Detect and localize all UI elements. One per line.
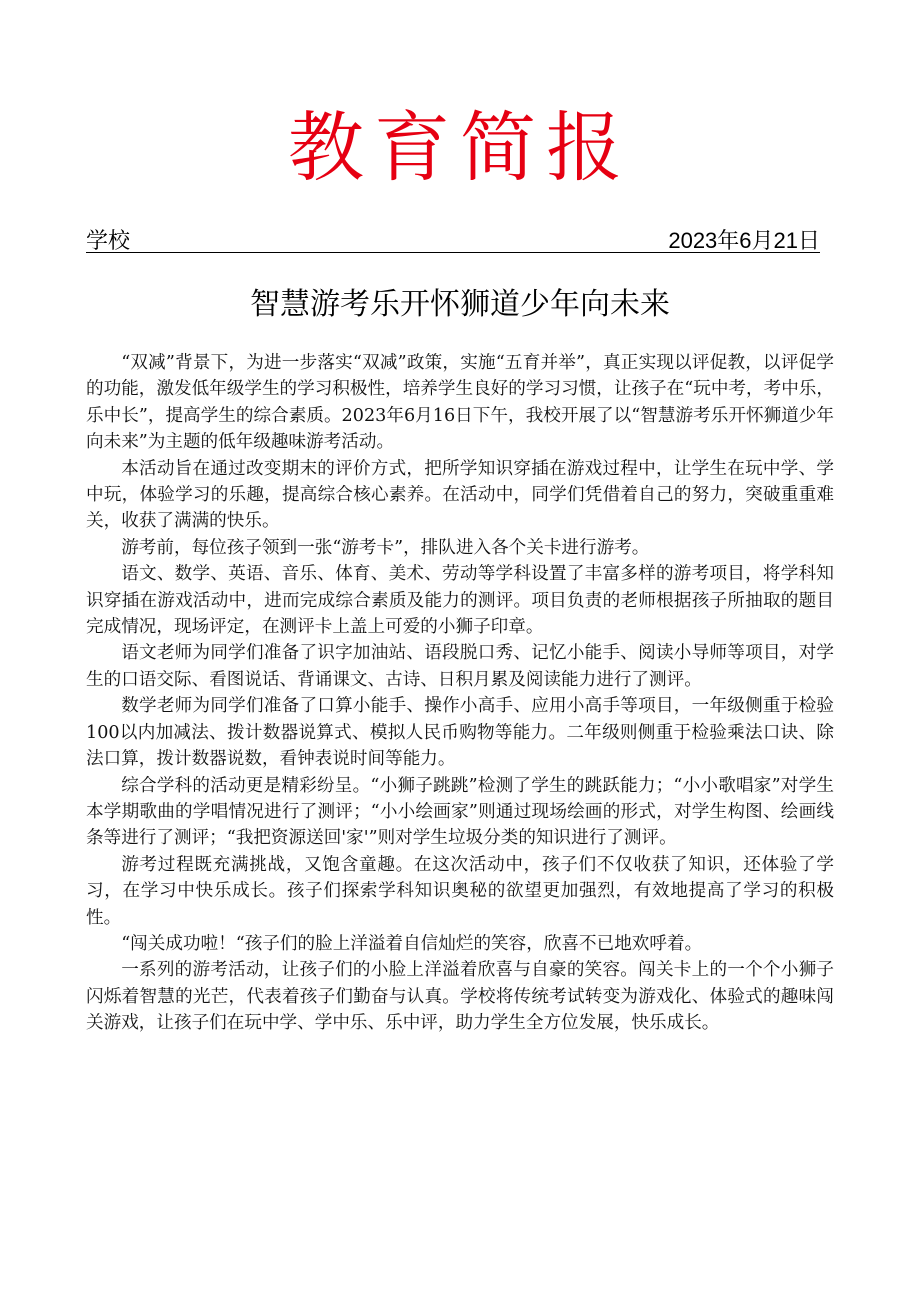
info-row bbox=[86, 222, 820, 253]
paragraph: 语文老师为同学们准备了识字加油站、语段脱口秀、记忆小能手、阅读小导师等项目，对学生的口语交际、看图说话、背诵课文、古诗、日积月累及阅读能力进行了测评。 bbox=[86, 643, 834, 690]
paragraph: 数学老师为同学们准备了口算小能手、操作小高手、应用小高手等项目，一年级侧重于检验100以内加减法、拨计数器说算式、模拟人民币购物等能力。二年级则侧重于检验乘法口诀、除法口算，拨计数器说数，看钟表说时间等能力。 bbox=[86, 696, 834, 770]
paragraph: “闯关成功啦！“孩子们的脸上洋溢着自信灿烂的笑容，欣喜不已地欢呼着。 bbox=[121, 933, 703, 954]
school-label: 学校 bbox=[86, 228, 131, 253]
article-body bbox=[86, 350, 834, 1037]
masthead-title: 教育简报 bbox=[288, 103, 632, 192]
paragraph: 一系列的游考活动，让孩子们的小脸上洋溢着欣喜与自豪的笑容。闯关卡上的一个个小狮子闪烁着智慧的光芒，代表着孩子们勤奋与认真。学校将传统考试转变为游戏化、体验式的趣味闯关游戏，让孩子们在玩中学、学中乐、乐中评，助力学生全方位发展，快乐成长。 bbox=[86, 960, 834, 1034]
paragraph: 游考前，每位孩子领到一张“游考卡”，排队进入各个关卡进行游考。 bbox=[121, 537, 650, 558]
paragraph: 游考过程既充满挑战，又饱含童趣。在这次活动中，孩子们不仅收获了知识，还体验了学习，在学习中快乐成长。孩子们探索学科知识奥秘的欲望更加强烈，有效地提高了学习的积极性。 bbox=[86, 854, 834, 928]
paragraph: 语文、数学、英语、音乐、体育、美术、劳动等学科设置了丰富多样的游考项目，将学科知识穿插在游戏活动中，进而完成综合素质及能力的测评。项目负责的老师根据孩子所抽取的题目完成情况，现场评定，在测评卡上盖上可爱的小狮子印章。 bbox=[86, 564, 834, 638]
paragraph: “双减”背景下，为进一步落实“双减”政策，实施“五育并举”，真正实现以评促教，以评促学的功能，激发低年级学生的学习积极性，培养学生良好的学习习惯，让孩子在“玩中考，考中乐，乐中长”，提高学生的综合素质。2023年6月16日下午，我校开展了以“智慧游考乐开怀狮道少年向未来”为主题的低年级趣味游考活动。 bbox=[86, 353, 834, 453]
paragraph: 本活动旨在通过改变期末的评价方式，把所学知识穿插在游戏过程中，让学生在玩中学、学中玩，体验学习的乐趣，提高综合核心素养。在活动中，同学们凭借着自己的努力，突破重重难关，收获了满满的快乐。 bbox=[86, 458, 834, 532]
issue-date: 2023年6月21日 bbox=[668, 228, 820, 253]
article-headline: 智慧游考乐开怀狮道少年向未来 bbox=[250, 287, 670, 322]
paragraph: 综合学科的活动更是精彩纷呈。“小狮子跳跳”检测了学生的跳跃能力；“小小歌唱家”对学生本学期歌曲的学唱情况进行了测评；“小小绘画家”则通过现场绘画的形式，对学生构图、绘画线条等进行了测评；“我把资源送回'家'”则对学生垃圾分类的知识进行了测评。 bbox=[86, 775, 834, 849]
